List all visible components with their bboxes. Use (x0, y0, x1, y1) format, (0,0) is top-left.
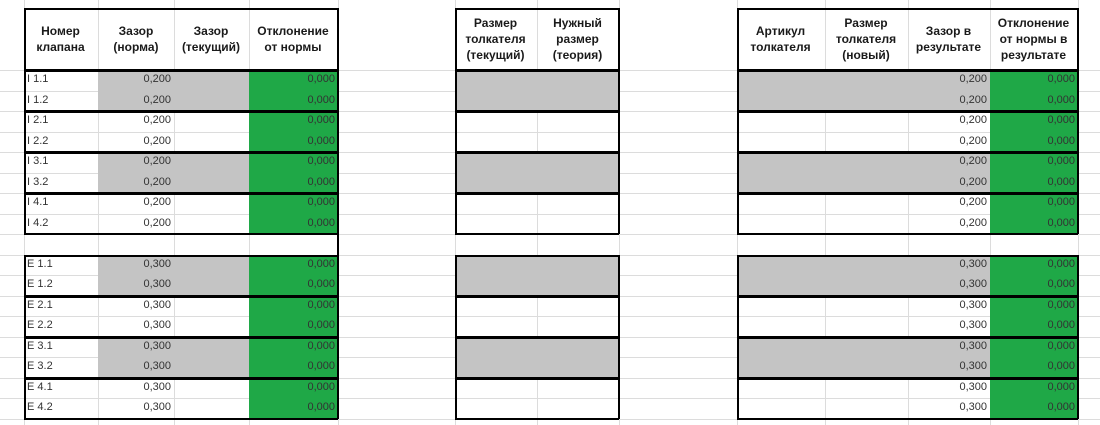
valve-number-cell[interactable]: I 1.2 (27, 93, 49, 106)
gap-current-cell[interactable] (174, 316, 249, 337)
tappet-size-current-cell[interactable] (455, 214, 537, 235)
tappet-size-current-cell[interactable] (455, 70, 537, 91)
deviation-cell[interactable]: 0,000 (307, 298, 335, 311)
block-border (337, 111, 339, 152)
header-tappet-size-current[interactable]: Размер толкателя (текущий) (465, 16, 526, 62)
block-border (737, 111, 739, 152)
required-size-cell[interactable] (537, 152, 619, 173)
gap-norm-cell[interactable]: 0,200 (143, 114, 171, 126)
header-border (455, 8, 619, 10)
required-size-cell[interactable] (537, 357, 619, 378)
gap-result-cell[interactable]: 0,300 (959, 257, 987, 270)
block-border (737, 337, 1078, 339)
header-border (24, 8, 26, 70)
block-border (737, 378, 1078, 380)
header-gap-current[interactable]: Зазор (текущий) (181, 24, 241, 54)
deviation-result-cell[interactable]: 0,000 (1047, 298, 1075, 311)
header-gap-norm[interactable]: Зазор (норма) (113, 24, 159, 54)
block-border (737, 233, 1078, 235)
valve-number-cell[interactable]: E 3.1 (27, 339, 53, 352)
block-border (337, 296, 339, 337)
gap-result-cell[interactable]: 0,300 (959, 339, 987, 352)
tappet-size-new-cell[interactable] (825, 193, 908, 214)
block-border (1077, 152, 1079, 193)
block-border (618, 70, 620, 111)
tappet-size-new-cell[interactable] (825, 70, 908, 91)
block-border (455, 70, 619, 72)
block-border (455, 152, 619, 154)
gap-result-cell[interactable]: 0,300 (959, 278, 987, 290)
block-border (1077, 70, 1079, 111)
block-border (24, 193, 338, 195)
gap-current-cell[interactable] (174, 91, 249, 112)
tappet-size-new-cell[interactable] (825, 398, 908, 419)
deviation-result-cell[interactable]: 0,000 (1047, 360, 1075, 372)
tappet-article-cell[interactable] (737, 132, 825, 153)
deviation-cell[interactable]: 0,000 (307, 401, 335, 413)
gap-current-cell[interactable] (174, 296, 249, 317)
gap-current-cell[interactable] (174, 111, 249, 132)
deviation-cell[interactable]: 0,000 (307, 73, 335, 85)
tappet-article-cell[interactable] (737, 111, 825, 132)
gap-result-cell[interactable]: 0,200 (959, 134, 987, 147)
tappet-article-cell[interactable] (737, 296, 825, 317)
valve-number-cell[interactable]: I 2.2 (27, 134, 49, 147)
tappet-size-new-cell[interactable] (825, 132, 908, 153)
block-border (24, 337, 26, 378)
required-size-cell[interactable] (537, 214, 619, 235)
block-border (24, 152, 338, 154)
required-size-cell[interactable] (537, 132, 619, 153)
tappet-size-new-cell[interactable] (825, 275, 908, 296)
gap-current-cell[interactable] (174, 214, 249, 235)
deviation-cell[interactable]: 0,000 (307, 196, 335, 208)
gap-result-cell[interactable]: 0,200 (959, 196, 987, 208)
header-deviation[interactable]: Отклонение от нормы (257, 24, 329, 54)
block-border (455, 296, 457, 337)
valve-number-cell[interactable]: I 4.2 (27, 216, 49, 229)
block-border (737, 296, 739, 337)
block-border (737, 111, 1078, 113)
block-border (455, 193, 457, 234)
gap-norm-cell[interactable]: 0,300 (143, 401, 171, 413)
gap-result-cell[interactable]: 0,200 (959, 114, 987, 126)
block-border (455, 378, 457, 419)
block-border (337, 193, 339, 234)
deviation-cell[interactable]: 0,000 (307, 134, 335, 147)
gap-norm-cell[interactable]: 0,200 (143, 175, 171, 188)
deviation-result-cell[interactable]: 0,000 (1047, 319, 1075, 331)
gap-norm-cell[interactable]: 0,300 (143, 360, 171, 372)
gap-norm-cell[interactable]: 0,300 (143, 278, 171, 290)
block-border (737, 193, 1078, 195)
tappet-size-new-cell[interactable] (825, 111, 908, 132)
block-border (24, 111, 26, 152)
tappet-article-cell[interactable] (737, 337, 825, 358)
required-size-cell[interactable] (537, 255, 619, 276)
gap-result-cell[interactable]: 0,300 (959, 401, 987, 413)
valve-number-cell[interactable]: E 2.2 (27, 319, 53, 331)
deviation-cell[interactable]: 0,000 (307, 216, 335, 229)
gap-norm-cell[interactable]: 0,200 (143, 93, 171, 106)
tappet-article-cell[interactable] (737, 316, 825, 337)
header-border (618, 8, 620, 70)
gap-norm-cell[interactable]: 0,300 (143, 339, 171, 352)
tappet-size-current-cell[interactable] (455, 398, 537, 419)
gap-norm-cell[interactable]: 0,200 (143, 134, 171, 147)
block-border (1077, 255, 1079, 296)
deviation-result-cell[interactable]: 0,000 (1047, 401, 1075, 413)
block-border (24, 296, 26, 337)
tappet-size-current-cell[interactable] (455, 132, 537, 153)
block-border (455, 255, 619, 257)
deviation-cell[interactable]: 0,000 (307, 360, 335, 372)
block-border (737, 296, 1078, 298)
block-border (24, 152, 26, 193)
tappet-size-current-cell[interactable] (455, 275, 537, 296)
block-border (24, 70, 26, 111)
block-border (1077, 193, 1079, 234)
tappet-size-current-cell[interactable] (455, 152, 537, 173)
block-border (337, 70, 339, 111)
gap-result-cell[interactable]: 0,200 (959, 155, 987, 167)
block-border (455, 337, 619, 339)
deviation-result-cell[interactable]: 0,000 (1047, 155, 1075, 167)
block-border (737, 418, 1078, 420)
block-border (455, 70, 457, 111)
gap-current-cell[interactable] (174, 378, 249, 399)
tappet-size-current-cell[interactable] (455, 378, 537, 399)
block-border (24, 337, 338, 339)
deviation-result-cell[interactable]: 0,000 (1047, 175, 1075, 188)
deviation-cell[interactable]: 0,000 (307, 175, 335, 188)
gap-result-cell[interactable]: 0,200 (959, 93, 987, 106)
deviation-cell[interactable]: 0,000 (307, 257, 335, 270)
gap-current-cell[interactable] (174, 357, 249, 378)
block-border (337, 255, 339, 296)
tappet-article-cell[interactable] (737, 173, 825, 194)
valve-number-cell[interactable]: I 1.1 (27, 73, 49, 85)
block-border (618, 378, 620, 419)
tappet-article-cell[interactable] (737, 378, 825, 399)
tappet-size-new-cell[interactable] (825, 214, 908, 235)
gap-norm-cell[interactable]: 0,200 (143, 216, 171, 229)
block-border (455, 111, 619, 113)
gap-current-cell[interactable] (174, 173, 249, 194)
gap-norm-cell[interactable]: 0,200 (143, 196, 171, 208)
required-size-cell[interactable] (537, 91, 619, 112)
block-border (337, 337, 339, 378)
required-size-cell[interactable] (537, 316, 619, 337)
block-border (618, 337, 620, 378)
tappet-size-new-cell[interactable] (825, 91, 908, 112)
block-border (455, 111, 457, 152)
deviation-cell[interactable]: 0,000 (307, 278, 335, 290)
gap-current-cell[interactable] (174, 132, 249, 153)
gap-current-cell[interactable] (174, 70, 249, 91)
deviation-result-cell[interactable]: 0,000 (1047, 196, 1075, 208)
block-border (1077, 296, 1079, 337)
tappet-size-new-cell[interactable] (825, 173, 908, 194)
block-border (455, 233, 619, 235)
valve-number-cell[interactable]: E 1.1 (27, 257, 53, 270)
valve-number-cell[interactable]: E 3.2 (27, 360, 53, 372)
tappet-size-current-cell[interactable] (455, 193, 537, 214)
block-border (618, 296, 620, 337)
block-border (1077, 378, 1079, 419)
deviation-cell[interactable]: 0,000 (307, 155, 335, 167)
gap-result-cell[interactable]: 0,300 (959, 380, 987, 393)
header-tappet-article[interactable]: Артикул толкателя (750, 24, 811, 54)
header-border (737, 8, 739, 70)
tappet-article-cell[interactable] (737, 398, 825, 419)
block-border (24, 378, 26, 419)
deviation-cell[interactable]: 0,000 (307, 339, 335, 352)
tappet-size-current-cell[interactable] (455, 357, 537, 378)
header-border (24, 8, 338, 10)
block-border (1077, 111, 1079, 152)
tappet-article-cell[interactable] (737, 357, 825, 378)
tappet-size-new-cell[interactable] (825, 378, 908, 399)
header-tappet-size-new[interactable]: Размер толкателя (новый) (835, 16, 897, 62)
gap-result-cell[interactable]: 0,200 (959, 73, 987, 85)
block-border (24, 255, 26, 296)
tappet-article-cell[interactable] (737, 275, 825, 296)
required-size-cell[interactable] (537, 111, 619, 132)
tappet-size-new-cell[interactable] (825, 255, 908, 276)
block-border (455, 296, 619, 298)
deviation-result-cell[interactable]: 0,000 (1047, 339, 1075, 352)
required-size-cell[interactable] (537, 378, 619, 399)
gap-result-cell[interactable]: 0,200 (959, 175, 987, 188)
block-border (24, 296, 338, 298)
deviation-result-cell[interactable]: 0,000 (1047, 216, 1075, 229)
required-size-cell[interactable] (537, 173, 619, 194)
block-border (455, 193, 619, 195)
gap-norm-cell[interactable]: 0,300 (143, 257, 171, 270)
gap-current-cell[interactable] (174, 337, 249, 358)
header-border (337, 8, 339, 70)
deviation-result-cell[interactable]: 0,000 (1047, 278, 1075, 290)
block-border (618, 111, 620, 152)
block-border (737, 70, 739, 111)
deviation-cell[interactable]: 0,000 (307, 380, 335, 393)
gap-current-cell[interactable] (174, 275, 249, 296)
block-border (455, 337, 457, 378)
gap-norm-cell[interactable]: 0,300 (143, 380, 171, 393)
block-border (455, 418, 619, 420)
tappet-size-current-cell[interactable] (455, 111, 537, 132)
deviation-result-cell[interactable]: 0,000 (1047, 73, 1075, 85)
deviation-cell[interactable]: 0,000 (307, 93, 335, 106)
valve-number-cell[interactable]: E 2.1 (27, 298, 53, 311)
tappet-size-current-cell[interactable] (455, 296, 537, 317)
gap-norm-cell[interactable]: 0,300 (143, 298, 171, 311)
gap-current-cell[interactable] (174, 152, 249, 173)
block-border (737, 152, 1078, 154)
deviation-result-cell[interactable]: 0,000 (1047, 93, 1075, 106)
block-border (24, 378, 338, 380)
block-border (618, 152, 620, 193)
header-valve-number[interactable]: Номер клапана (36, 24, 85, 54)
block-border (737, 193, 739, 234)
deviation-cell[interactable]: 0,000 (307, 319, 335, 331)
tappet-size-new-cell[interactable] (825, 152, 908, 173)
block-border (618, 193, 620, 234)
tappet-article-cell[interactable] (737, 214, 825, 235)
deviation-result-cell[interactable]: 0,000 (1047, 257, 1075, 270)
header-gap-result[interactable]: Зазор в результате (915, 24, 982, 54)
tappet-article-cell[interactable] (737, 91, 825, 112)
gap-current-cell[interactable] (174, 193, 249, 214)
deviation-result-cell[interactable]: 0,000 (1047, 114, 1075, 126)
required-size-cell[interactable] (537, 296, 619, 317)
block-border (24, 193, 26, 234)
block-border (337, 152, 339, 193)
deviation-cell[interactable]: 0,000 (307, 114, 335, 126)
block-border (455, 255, 457, 296)
tappet-article-cell[interactable] (737, 152, 825, 173)
gap-result-cell[interactable]: 0,300 (959, 298, 987, 311)
block-border (337, 378, 339, 419)
tappet-size-new-cell[interactable] (825, 316, 908, 337)
tappet-article-cell[interactable] (737, 255, 825, 276)
header-border (737, 8, 1078, 10)
block-border (737, 70, 1078, 72)
tappet-size-new-cell[interactable] (825, 296, 908, 317)
block-border (24, 111, 338, 113)
block-border (337, 234, 339, 255)
header-required-size[interactable]: Нужный размер (теория) (552, 16, 603, 62)
valve-number-cell[interactable]: I 3.2 (27, 175, 49, 188)
gap-result-cell[interactable]: 0,300 (959, 319, 987, 331)
required-size-cell[interactable] (537, 70, 619, 91)
tappet-article-cell[interactable] (737, 70, 825, 91)
tappet-size-current-cell[interactable] (455, 337, 537, 358)
valve-number-cell[interactable]: I 2.1 (27, 114, 49, 126)
block-border (1077, 337, 1079, 378)
required-size-cell[interactable] (537, 398, 619, 419)
block-border (455, 152, 457, 193)
gap-result-cell[interactable]: 0,300 (959, 360, 987, 372)
block-border (24, 70, 338, 72)
header-deviation-result[interactable]: Отклонение от нормы в результате (997, 16, 1070, 62)
deviation-result-cell[interactable]: 0,000 (1047, 380, 1075, 393)
tappet-size-current-cell[interactable] (455, 173, 537, 194)
tappet-size-new-cell[interactable] (825, 337, 908, 358)
block-border (455, 378, 619, 380)
block-border (737, 378, 739, 419)
tappet-article-cell[interactable] (737, 193, 825, 214)
block-border (737, 337, 739, 378)
block-border (618, 255, 620, 296)
block-border (737, 152, 739, 193)
block-border (737, 255, 739, 296)
gap-result-cell[interactable]: 0,200 (959, 216, 987, 229)
required-size-cell[interactable] (537, 193, 619, 214)
gap-current-cell[interactable] (174, 255, 249, 276)
header-border (1077, 8, 1079, 70)
required-size-cell[interactable] (537, 275, 619, 296)
block-border (24, 233, 338, 235)
tappet-size-current-cell[interactable] (455, 255, 537, 276)
block-border (24, 418, 338, 420)
block-border (737, 255, 1078, 257)
gap-current-cell[interactable] (174, 398, 249, 419)
tappet-size-current-cell[interactable] (455, 91, 537, 112)
valve-number-cell[interactable]: I 3.1 (27, 155, 49, 167)
required-size-cell[interactable] (537, 337, 619, 358)
gap-norm-cell[interactable]: 0,200 (143, 73, 171, 85)
valve-number-cell[interactable]: I 4.1 (27, 196, 49, 208)
block-border (24, 255, 338, 257)
tappet-size-new-cell[interactable] (825, 357, 908, 378)
tappet-size-current-cell[interactable] (455, 316, 537, 337)
gap-norm-cell[interactable]: 0,300 (143, 319, 171, 331)
valve-number-cell[interactable]: E 1.2 (27, 278, 53, 290)
header-border (455, 8, 457, 70)
valve-number-cell[interactable]: E 4.2 (27, 401, 53, 413)
deviation-result-cell[interactable]: 0,000 (1047, 134, 1075, 147)
gap-norm-cell[interactable]: 0,200 (143, 155, 171, 167)
valve-number-cell[interactable]: E 4.1 (27, 380, 53, 393)
